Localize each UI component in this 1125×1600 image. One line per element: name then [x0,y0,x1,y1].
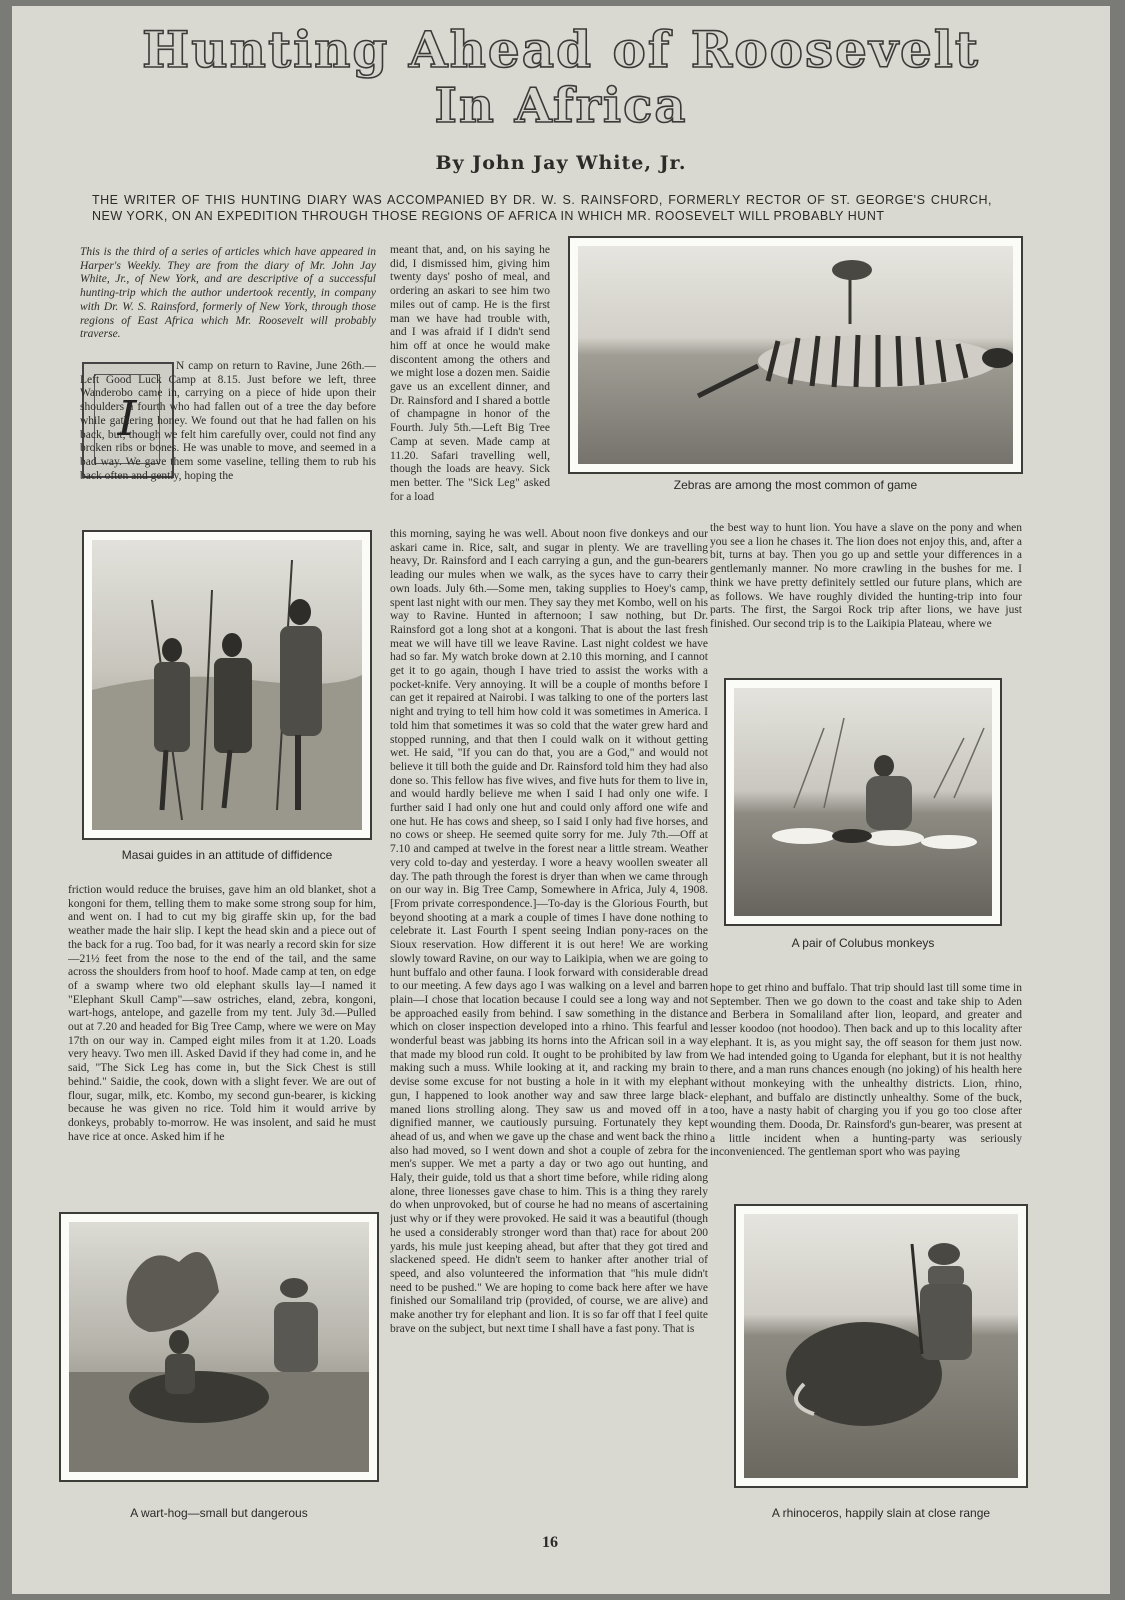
caption-zebra: Zebras are among the most common of game [673,478,918,492]
column-2-text-a: meant that, and, on his saying he did, I dismissed him, giving him twenty days' posho of meal, and ordering an askari to see him two miles out of camp. He is the first man we have had trouble with, and I was afraid if I didn't send him off at once he would make discontent among the others and we might lose a dozen men. Saidie gave us an excellent dinner, and Dr. Rainsford and I shared a bottle of champagne in honor of the Fourth. July 5th.—Left Big Tree Camp at seven. Made camp at 11.20. Safari travelling well, though the loads are heavy. Sick men better. The "Sick Leg" asked for a load [390,244,550,503]
zebra-illustration [578,246,1013,464]
column-3-text-a: the best way to hunt lion. You have a slave on the pony and when you see a lion he chases it. The lion does not enjoy this, and, after a bit, turns at bay. Then you go up and settle your differences in a gentlemanly manner. No more crawling in the bushes for me. I think we have pretty definitely settled our future plans, which are as follows. We have roughly divided the hunting-trip into four parts. The first, the Sargoi Rock trip after lions, we have just finished. Our second trip is to the Laikipia Plateau, where we [710,522,1022,630]
article-title-line-2: In Africa [434,78,688,134]
column-3-text-b: hope to get rhino and buffalo. That trip should last till some time in September. Then we go down to the coast and take ship to Aden and Berbera in Somaliland after lion, leopard, and greater and lesser koodoo (not hoodoo). Then back and up to this locality after elephant. It is, as you might say, the off season for them just now. We had intended going to Uganda for elephant, but it is not healthy there, and a man runs chances enough (no joking) of his health here without monkeying with the unhealthy districts. Lion, rhino, elephant, and buffalo are distinctly unhealthy. Some of the buck, too, have a nasty habit of charging you if you go too close after wounding them. Dooda, Dr. Rainsford's gun-bearer, was present at a little incident when a hunting-party was seriously inconvenienced. The gentleman sport who was paying [710,982,1022,1159]
intro-paragraph: This is the third of a series of articles which have appeared in Harper's Weekly. They are from the diary of Mr. John Jay White, Jr., of New York, and are descriptive of a successful hunting-trip which the author undertook recently, in company with Dr. W. S. Rainsford, formerly of New York, through those regions of East Africa which Mr. Roosevelt will probably traverse. [80,246,376,341]
wart-hog-illustration [69,1222,369,1472]
column-1-text-a: N camp on return to Ravine, June 26th.—Left Good Luck Camp at 8.15. Just before we left, three Wanderobo came in, carrying on a piece of hide upon their shoulders a fourth who had fallen out of a tree the day before while gathering honey. We found out that he had fallen on his back, but, though we felt him carefully over, could not find any broken ribs or bones. He was unable to move, and seemed in a bad way. We gave them some vaseline, telling them to rub his back often and gently, hoping the [80,360,376,482]
article-subhead: THE WRITER OF THIS HUNTING DIARY WAS ACCOMPANIED BY DR. W. S. RAINSFORD, FORMERLY RECTOR OF ST. GEORGE'S CHURCH, NEW YORK, ON AN EXPEDITION THROUGH THOSE REGIONS OF AFRICA IN WHICH MR. ROOSEVELT WILL PROBABLY HUNT [92,193,992,223]
photo-rhinoceros [734,1204,1028,1488]
rhinoceros-illustration [744,1214,1018,1478]
caption-masai: Masai guides in an attitude of diffidence [121,848,333,862]
caption-colubus: A pair of Colubus monkeys [791,936,935,950]
photo-colubus-monkeys [724,678,1002,926]
article-byline: By John Jay White, Jr. [435,152,687,174]
drop-cap-letter: I [94,374,160,464]
magazine-page [12,6,1110,1594]
masai-guides-illustration [92,540,362,830]
caption-wart-hog: A wart-hog—small but dangerous [130,1506,308,1520]
colubus-monkeys-illustration [734,688,992,916]
photo-wart-hog [59,1212,379,1482]
page-number: 16 [542,1534,558,1551]
column-1-text-b: friction would reduce the bruises, gave him an old blanket, shot a kongoni for them, telling them to make some strong soup for him, and went on. I had to cut my big giraffe skin up, for the bad weather made the hair slip. I kept the head skin and a piece out of the back for a rug. Too bad, for it was nearly a record skin for size—21½ feet from the nose to the end of the tail, and the same across the shoulders from hoof to hoof. Made camp at ten, on edge of a swamp where two old elephant skulls lay—I named it "Elephant Skull Camp"—saw ostriches, eland, zebra, kongoni, wart-hogs, antelope, and gazelle from my tent. July 3d.—Pulled out at 7.20 and headed for Big Tree Camp, where we were on May 17th on our way in. Camped eight miles from it at 1.20. Loads very heavy. Two men ill. Asked David if they had come in, and he said, "The Sick Leg has come in, but the Sick Chest is still behind." Saidie, the cook, down with a slight fever. We are out of flour, sugar, milk, etc. Kombo, my second gun-bearer, is kicking because he was given no rice. Told him it would arrive by donkeys, probably to-morrow. He was insolent, and said he must have rice at once. Asked him if he [68,884,376,1143]
column-2-text-b: this morning, saying he was well. About noon five donkeys and our askari came in. Rice, salt, and sugar in plenty. We are travelling heavy, Dr. Rainsford and I each carrying a gun, and the gun-bearers leading our mules when we walk, as the syces have to carry their own loads. July 6th.—Some men, taking supplies to Hoey's camp, spent last night with our men. They say they met Kombo, well on his way to Ravine. Hunted in afternoon; I saw nothing, but Dr. Rainsford got a long shot at a kongoni. That is about the last fresh meat we will have till we leave Ravine. Last night coldest we have had so far. My watch broke down at 2.10 this morning, and I cannot get it to go again, though I have tried to assist the works with a pocket-knife. Very annoying. It will be a couple of months before I can get it repaired at Nairobi. I was talking to one of the porters last night and trying to tell him how cold it was sometimes in America. I told him that sometimes it was so cold that the water grew hard and stopped running, and that then I could walk on it without getting wet. He said, "If you can do that, you are a God," and would not believe it till both the guide and Dr. Rainsford told him they had also done so. This fellow has five wives, and five huts for them to live in, and would hardly believe me when I said I had only one wife. I further said I had only one hut and could only afford one wife and one hut. He has cows and sheep, so I said I only had five horses, and no cows or sheep. He seemed quite sorry for me. July 7th.—Off at 7.10 and camped at twelve in the forest near a little stream. Weather very cold to-day and yesterday. I wore a heavy woollen sweater all day. The path through the forest is dryer than when we came through on our way in. Big Tree Camp, Somewhere in Africa, July 4, 1908. [From private correspondence.]—To-day is the Glorious Fourth, but beyond shooting at a mark a couple of times I have done nothing to celebrate it. Last Fourth I spent seeing Indian pony-races on the Sioux reservation. How different it is out here! We are working slowly toward Ravine, on our way to Laikipia, when we are going to hunt buffalo and other fauna. I look forward with considerable dread to our meeting. A few days ago I was walking on a level and barren plain—I chose that location because I could see a long way and not be approached easily from behind. I saw something in the distance which on closer inspection developed into a rhino. This fearful and wonderful beast was jabbing its horns into the African soil in a way that made my blood run cold. It ought to be prohibited by law from making such a muss. While looking at it, and racking my brain to devise some excuse for not busting a hole in it with my elephant gun, I happened to look another way and saw three large black-maned lions strolling along. They saw us and moved off in a dignified manner, we cautiously pursuing. Fortunately they kept ahead of us, and when we gave up the chase and went back the rhino also had moved, so I went down and shot a couple of zebra for the men's supper. We met a party a day or two ago out hunting, and Haly, their guide, told us that a short time before, while riding along alone, three lionesses gave chase to him. This is a thing they rarely do when unprovoked, but of course he had no means of ascertaining just why or if they were provoked. He said it was a beautiful (though he used a considerably stronger word than that) race for about 200 yards, his mule just keeping ahead, but after that they got tired and slackened speed. He didn't seem to hanker after another trial of speed, and also volunteered the information that "his mule didn't need to be pushed." We are hoping to come back here after we have finished our Somaliland trip (provided, of course, we are alive) and make another try for elephant and lion. It is so far off that I feel quite brave on the subject, but next time I shall have a fast pony. That is [390,528,708,1335]
photo-masai-guides [82,530,372,840]
article-title-line-1: Hunting Ahead of Roosevelt [142,20,980,79]
photo-zebra [568,236,1023,474]
caption-rhinoceros: A rhinoceros, happily slain at close range [771,1506,991,1520]
